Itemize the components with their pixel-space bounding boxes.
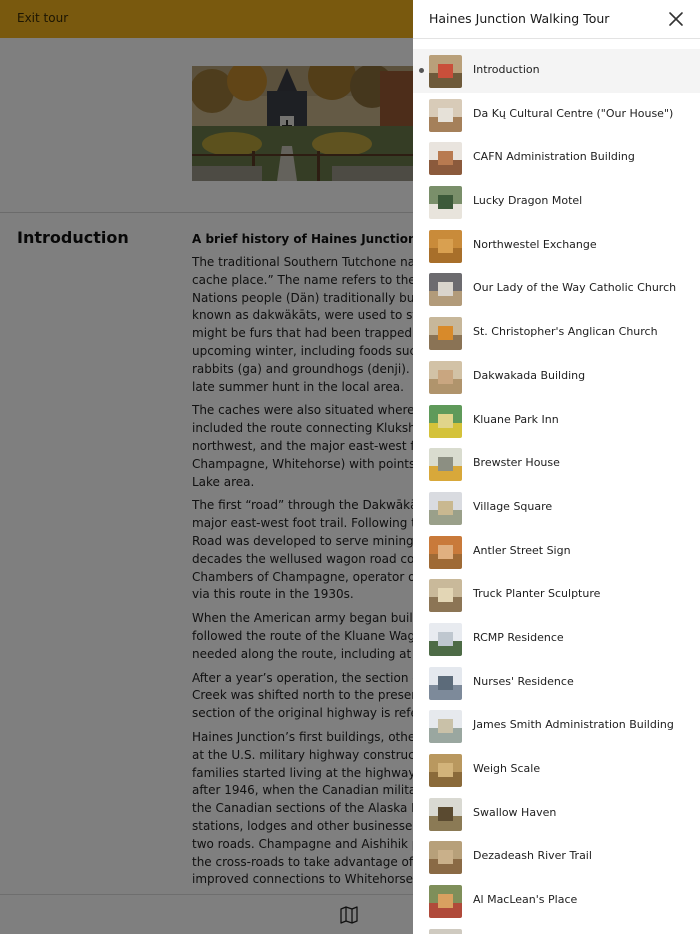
- tour-stop-item[interactable]: [413, 267, 700, 311]
- stop-thumbnail: [429, 142, 462, 175]
- tour-stop-item[interactable]: [413, 661, 700, 705]
- stop-thumbnail: [429, 230, 462, 263]
- stop-label: Swallow Haven: [473, 805, 557, 819]
- stop-label: Antler Street Sign: [473, 543, 571, 557]
- stop-thumbnail: [429, 99, 462, 132]
- stop-label: Nurses' Residence: [473, 674, 574, 688]
- tour-stops-panel: [413, 0, 700, 934]
- tour-stop-item[interactable]: [413, 136, 700, 180]
- tour-stop-item[interactable]: [413, 617, 700, 661]
- stop-thumbnail: [429, 929, 462, 934]
- stop-label: Dakwakada Building: [473, 368, 586, 382]
- tour-stop-item[interactable]: [413, 49, 700, 93]
- panel-header: [413, 0, 700, 39]
- tour-stop-item[interactable]: [413, 879, 700, 923]
- current-stop-indicator: [419, 68, 424, 73]
- stop-label: Lucky Dragon Motel: [473, 194, 583, 208]
- stop-thumbnail: [429, 885, 462, 918]
- stop-label: Brewster House: [473, 456, 560, 470]
- tour-stop-item[interactable]: [413, 486, 700, 530]
- tour-stop-item[interactable]: [413, 748, 700, 792]
- stop-label: Introduction: [473, 63, 540, 76]
- panel-title: Haines Junction Walking Tour: [429, 11, 610, 26]
- stop-label: St. Christopher's Anglican Church: [473, 325, 658, 339]
- stop-thumbnail: [429, 710, 462, 743]
- stop-label: Dezadeash River Trail: [473, 849, 592, 863]
- stop-label: Northwestel Exchange: [473, 237, 597, 251]
- stop-label: James Smith Administration Building: [473, 718, 674, 732]
- stop-thumbnail: [429, 492, 462, 525]
- stop-label: Weigh Scale: [473, 762, 541, 775]
- tour-stop-item[interactable]: [413, 399, 700, 443]
- stop-thumbnail: [429, 186, 462, 219]
- stop-thumbnail: [429, 754, 462, 787]
- stop-thumbnail: [429, 317, 462, 350]
- tour-stop-item[interactable]: [413, 530, 700, 574]
- stop-thumbnail: [429, 536, 462, 569]
- stop-label: Al MacLean's Place: [473, 893, 578, 907]
- stop-label: Kluane Park Inn: [473, 412, 559, 426]
- stop-thumbnail: [429, 55, 462, 88]
- stop-label: Truck Planter Sculpture: [473, 587, 601, 601]
- tour-stop-item[interactable]: [413, 835, 700, 879]
- close-icon[interactable]: [666, 9, 686, 29]
- stop-label: CAFN Administration Building: [473, 150, 635, 164]
- stop-label: Da Kų Cultural Centre ("Our House"): [473, 106, 674, 120]
- stop-thumbnail: [429, 448, 462, 481]
- stop-thumbnail: [429, 579, 462, 612]
- tour-stop-item[interactable]: [413, 224, 700, 268]
- tour-stop-item[interactable]: [413, 311, 700, 355]
- tour-stop-item[interactable]: [413, 355, 700, 399]
- stop-thumbnail: [429, 623, 462, 656]
- stop-thumbnail: [429, 361, 462, 394]
- stop-thumbnail: [429, 841, 462, 874]
- tour-stop-item[interactable]: [413, 442, 700, 486]
- stop-thumbnail: [429, 667, 462, 700]
- stop-label: RCMP Residence: [473, 630, 564, 644]
- stop-thumbnail: [429, 405, 462, 438]
- stop-thumbnail: [429, 273, 462, 306]
- stop-label: Village Square: [473, 499, 553, 513]
- tour-stop-item[interactable]: [413, 792, 700, 836]
- tour-stop-item[interactable]: [413, 573, 700, 617]
- stop-label: Our Lady of the Way Catholic Church: [473, 281, 677, 295]
- tour-stop-item[interactable]: [413, 704, 700, 748]
- tour-stop-list: [413, 49, 700, 934]
- tour-stop-item[interactable]: [413, 180, 700, 224]
- tour-stop-item[interactable]: [413, 923, 700, 934]
- stop-thumbnail: [429, 798, 462, 831]
- tour-stop-item[interactable]: [413, 93, 700, 137]
